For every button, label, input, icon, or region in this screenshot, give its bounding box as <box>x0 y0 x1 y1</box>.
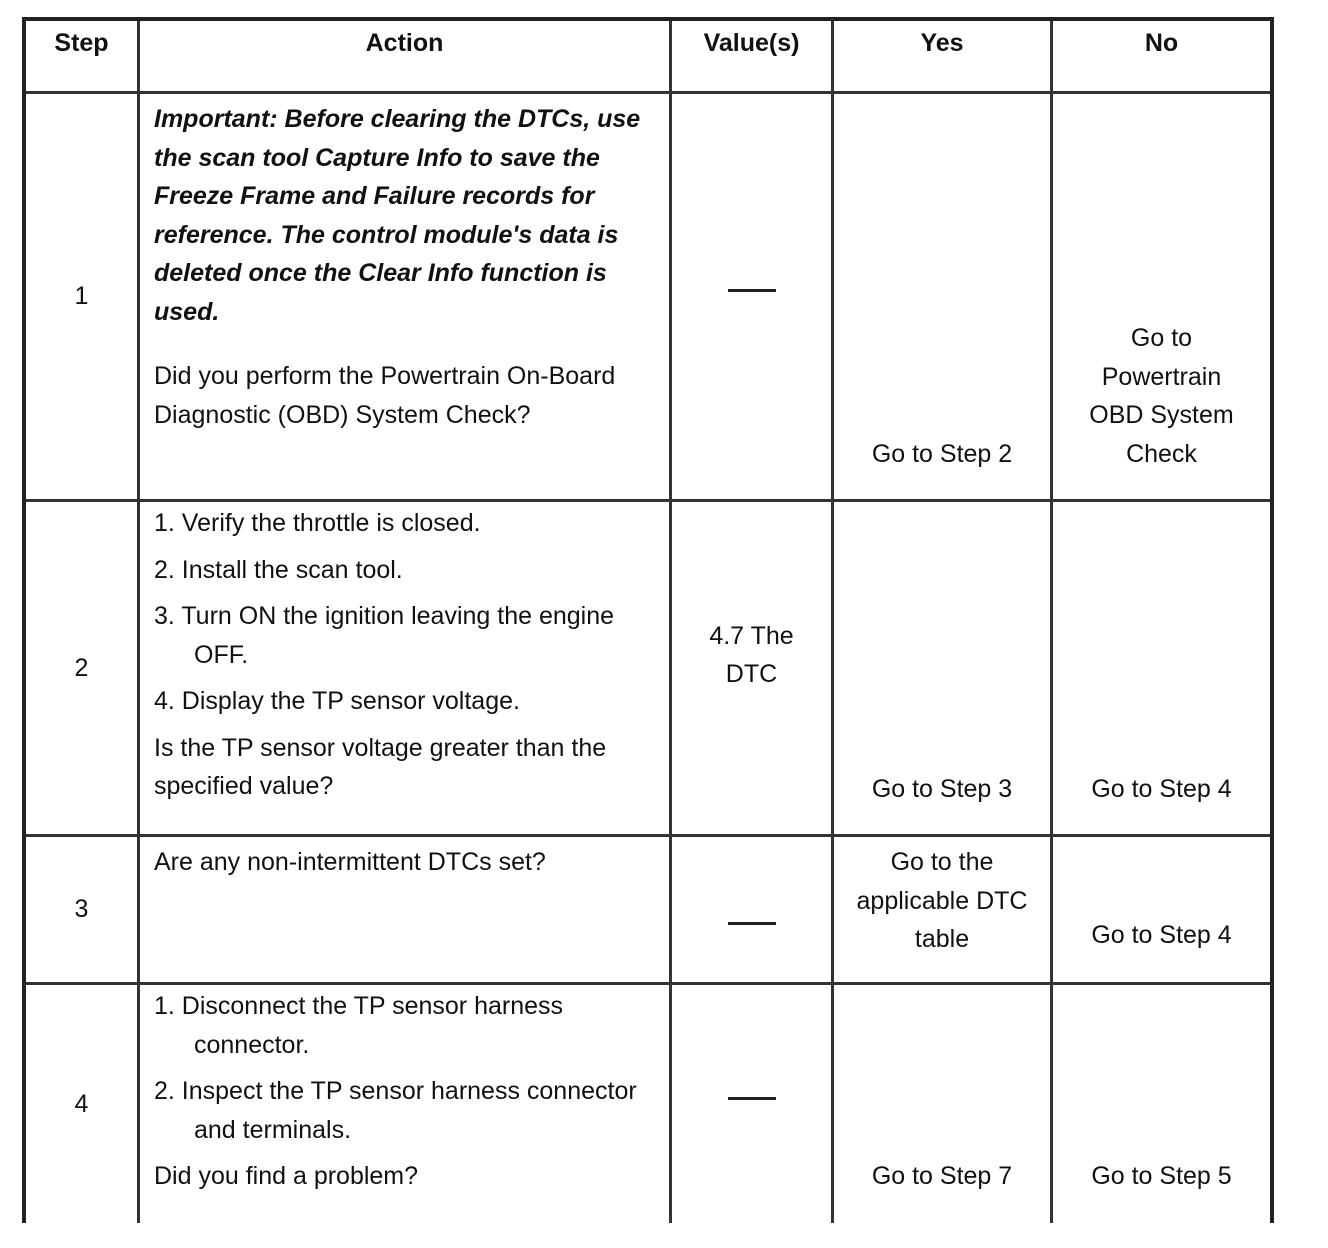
action-item: 3. Turn ON the ignition leaving the engine OFF. <box>154 602 615 669</box>
header-no: No <box>1053 21 1270 94</box>
question-1: Did you perform the Powertrain On-Board Diagnostic (OBD) System Check? <box>154 362 616 429</box>
value-cell-3 <box>672 837 834 985</box>
header-action: Action <box>140 21 672 94</box>
yes-cell-1 <box>834 94 1053 502</box>
header-step: Step <box>26 21 140 94</box>
step-number-4: 4 <box>26 985 140 1223</box>
no-outcome-3: Go to Step 4 <box>1091 920 1232 949</box>
value-cell-2 <box>672 502 834 837</box>
no-cell-1 <box>1053 94 1270 502</box>
action-cell-4 <box>140 985 672 1223</box>
yes-cell-3 <box>834 837 1053 985</box>
action-item: 2. Inspect the TP sensor harness connector and terminals. <box>154 1077 637 1144</box>
action-cell-2 <box>140 502 672 837</box>
action-cell-1 <box>140 94 672 502</box>
step-number-1: 1 <box>26 94 140 502</box>
no-cell-3 <box>1053 837 1270 985</box>
no-outcome-4: Go to Step 5 <box>1091 1161 1232 1190</box>
action-item: 1. Disconnect the TP sensor harness connector. <box>154 992 564 1059</box>
action-item: 4. Display the TP sensor voltage. <box>154 687 520 715</box>
important-note: Important: Before clearing the DTCs, use the scan tool Capture Info to save the Freeze Frame and Failure records for reference. The control module's data is deleted once the Clear Info function is used. <box>154 105 641 326</box>
not-applicable-dash <box>728 289 776 292</box>
no-outcome-1: Go to Powertrain OBD System Check <box>1089 324 1234 468</box>
value-cell-4 <box>672 985 834 1223</box>
yes-cell-2 <box>834 502 1053 837</box>
action-cell-3 <box>140 837 672 985</box>
no-cell-4 <box>1053 985 1270 1223</box>
yes-outcome-3: Go to the applicable DTC table <box>856 848 1028 953</box>
question-3: Are any non-intermittent DTCs set? <box>154 848 546 876</box>
not-applicable-dash <box>728 922 776 925</box>
question-2: Is the TP sensor voltage greater than the specified value? <box>154 733 607 800</box>
header-yes: Yes <box>834 21 1053 94</box>
diagnostic-table <box>22 17 1274 1223</box>
no-outcome-2: Go to Step 4 <box>1091 774 1232 803</box>
value-cell-1 <box>672 94 834 502</box>
action-list-4 <box>154 987 657 1149</box>
action-list-2 <box>154 504 657 721</box>
step-number-3: 3 <box>26 837 140 985</box>
question-4: Did you find a problem? <box>154 1162 419 1190</box>
specified-value-2: 4.7 The DTC <box>709 621 794 688</box>
yes-cell-4 <box>834 985 1053 1223</box>
yes-outcome-2: Go to Step 3 <box>871 774 1013 803</box>
header-values: Value(s) <box>672 21 834 94</box>
action-item: 2. Install the scan tool. <box>154 555 403 584</box>
yes-outcome-4: Go to Step 7 <box>871 1161 1013 1190</box>
yes-outcome-1: Go to Step 2 <box>871 439 1013 468</box>
not-applicable-dash <box>728 1097 776 1100</box>
step-number-2: 2 <box>26 502 140 837</box>
no-cell-2 <box>1053 502 1270 837</box>
action-item: 1. Verify the throttle is closed. <box>154 509 481 537</box>
